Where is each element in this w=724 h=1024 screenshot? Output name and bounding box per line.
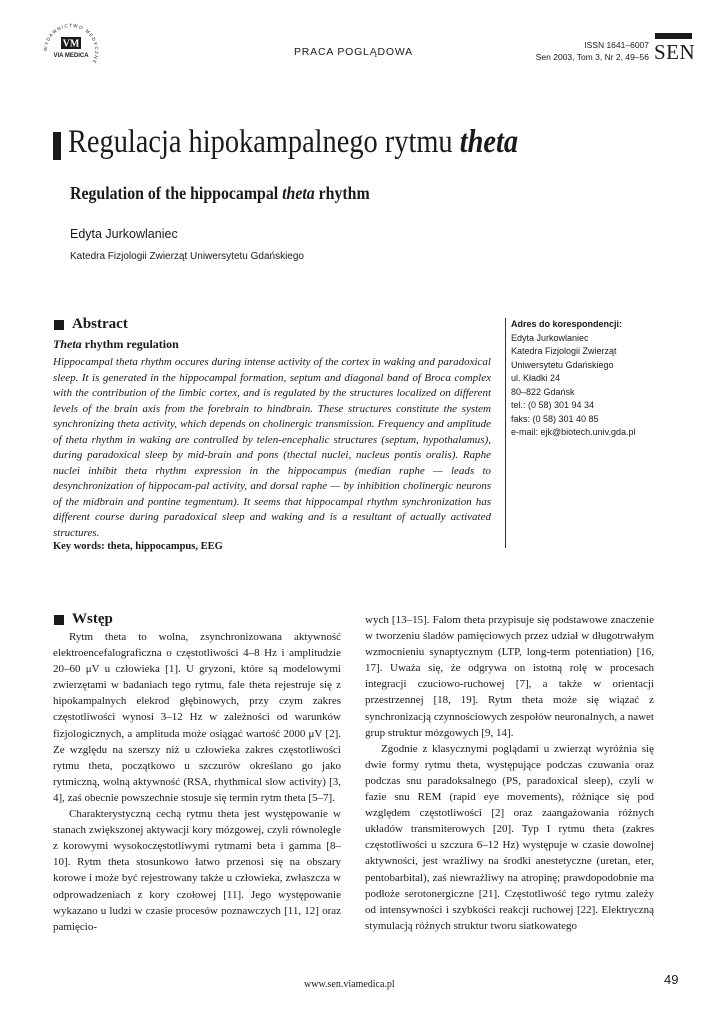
paragraph: wych [13–15]. Falom theta przypisuje się podstawowe znaczenie w tworzeniu śladów pamięciowych przez udział w długotrwałym wzmocnieniu synaptycznym (LTP, long-term potentiation) [16, 17]. Uważa się, że odgrywa on istotną rolę w procesach integracji czuciowo-ruchowej [7], a także w orientacji przestrzennej [18, 19]. Rytm theta może się wiązać z synchronizacją czynnościowych zespołów neuronalnych, a nawet grup struktur mózgowych [9, 14]. (365, 614, 654, 739)
correspondence-line: ul. Kładki 24 (511, 373, 561, 383)
journal-name: SEN (654, 40, 696, 64)
journal-bar (655, 33, 692, 39)
section-label: PRACA POGLĄDOWA (294, 46, 413, 58)
subtitle-italic: theta (282, 183, 315, 203)
abstract-heading: Abstract (72, 316, 128, 332)
correspondence-line: tel.: (0 58) 301 94 34 (511, 400, 595, 410)
intro-bullet (54, 615, 64, 625)
author: Edyta Jurkowlaniec (70, 227, 178, 241)
paragraph: Rytm theta to wolna, zsynchronizowana aktywność elektroencefalograficzna o częstotliwości 4–8 Hz i amplitudzie 20–60 μV u człowieka [1]. U gryzoni, które są modelowymi zwierzętami w badaniach tego rytmu, fale theta rejestruje się z hipokampalnych elekrod głębinowych, przy czym zakres częstotliwości wynosi 3–12 Hz w zależności od warunków fizjologicznych, a amplituda może osiągać wartość 2000 μV [2]. Ze względu na szerszy niż u człowieka zakres częstotliwości rytmu theta, początkowo u szczurów określano go jako rytmiczną, wolną aktywność (RSA, rhythmical slow activity) [3, 4], zaś obecnie powszechnie stosuje się termin rytm theta [5–7]. (53, 631, 341, 804)
title-bar (53, 132, 61, 160)
svg-text:VM: VM (62, 38, 80, 50)
abstract-bullet (54, 320, 64, 330)
body-column-left (53, 629, 341, 935)
correspondence-email[interactable]: e-mail: ejk@biotech.univ.gda.pl (511, 427, 636, 437)
correspondence-line: Uniwersytetu Gdańskiego (511, 359, 614, 370)
publisher-logo (40, 20, 102, 82)
abstract-subheading (53, 337, 179, 352)
affiliation: Katedra Fizjologii Zwierząt Uniwersytetu Gdańskiego (70, 251, 304, 262)
paragraph: Zgodnie z klasycznymi poglądami u zwierząt wyróżnia się dwie formy rytmu theta, występujące podczas czuwania oraz podczas snu paradoksalnego (PS, paradoxical sleep), czyli w fazie snu REM (rapid eye movements), różniące się pod względem częstotliwości [2] oraz zaangażowania różnych układów transmiterowych [20]. Typ I rytmu theta (zakres częstotliwości u szczura 6–12 Hz) występuje w czasie dowolnej aktywności, jest wrażliwy na środki anestetyczne (uretan, eter, pentobarbital), zaś niewrażliwy na atropinę; prawdopodobnie ma podłoże serotonergiczne [21]. Częstotliwość tego rytmu zależy od intensywności i szybkości reakcji ruchowej [22]. Elektryczną stymulacją różnych struktur tworu siatkowatego (365, 742, 654, 932)
title-text: Regulacja hipokampalnego rytmu (68, 124, 460, 160)
logo-text: VIA MEDICA (53, 53, 89, 59)
paragraph: Charakterystyczną cechą rytmu theta jest występowanie w stanach zwiększonej aktywacji kory mózgowej, czyli równolegle z korowymi wysokoczęstotliwymi rytmami beta i gamma [8–10]. Rytm theta stosunkowo łatwo przenosi się na obszary korowe i może być rejestrowany także u człowieka, zwłaszcza w odprowadzeniach z kory czołowej [11]. Jego występowanie wykazano u ludzi w czasie procesów poznawczych [11, 12] oraz pamięcio- (53, 808, 341, 933)
article-subtitle (70, 183, 370, 204)
abstract-sub-rest: rhythm regulation (81, 337, 179, 351)
abstract-body: Hippocampal theta rhythm occures during intense activity of the cortex in waking and paradoxical sleep. It is generated in the hippocampal formation, septum and diagonal band of Broca complex with the contribution of the limbic cortex, and is regulated by the structures localized on different levels of the brain axis from the forebrain to hindbrain. These structures constitute the system synchronizing theta activity, which depends on cholinergic transmission. Frequency and amplitude of theta rhythm in waking are controlled by telen-encephalic structures (septum, hypothalamus), during paradoxical sleep by mid-brain and pons (thectal nuclei, nucleus pontis oralis). Raphe nuclei inhibit theta rhythm expression in the hippocampus (median raphe — leads to desynchronization of hippocam-pal activity, and dorsal raphe — by inhibition cholinergic neurons of the midbrain and pontine tegmentum). It seems that hippocampal rhythm synchronization has different course during paradoxical sleep and waking and is a resultant of actually activated structures. (53, 356, 491, 539)
citation-block (536, 40, 649, 63)
subtitle-text: Regulation of the hippocampal (70, 183, 283, 203)
issn: ISSN 1641–6007 (584, 40, 649, 50)
correspondence-line: Edyta Jurkowlaniec (511, 332, 589, 343)
keywords: Key words: theta, hippocampus, EEG (53, 541, 223, 552)
body-column-right (365, 612, 654, 934)
abstract-sub-italic: Theta (53, 337, 82, 351)
column-divider (505, 318, 506, 548)
intro-heading: Wstęp (72, 611, 113, 627)
correspondence-line: faks: (0 58) 301 40 85 (511, 413, 599, 424)
footer-url[interactable]: www.sen.viamedica.pl (304, 979, 395, 990)
subtitle-suffix: rhythm (314, 183, 370, 203)
correspondence-line: 80–822 Gdańsk (511, 386, 575, 397)
title-italic: theta (459, 124, 519, 160)
article-title (68, 124, 518, 161)
correspondence-line: Katedra Fizjologii Zwierząt (511, 346, 617, 356)
page-number: 49 (664, 972, 679, 987)
logo-ring-text: WYDAWNICTWO MEDYCZNE (42, 22, 100, 66)
correspondence (511, 318, 636, 440)
correspondence-title: Adres do korespondencji: (511, 319, 623, 329)
citation: Sen 2003, Tom 3, Nr 2, 49–56 (535, 51, 649, 62)
